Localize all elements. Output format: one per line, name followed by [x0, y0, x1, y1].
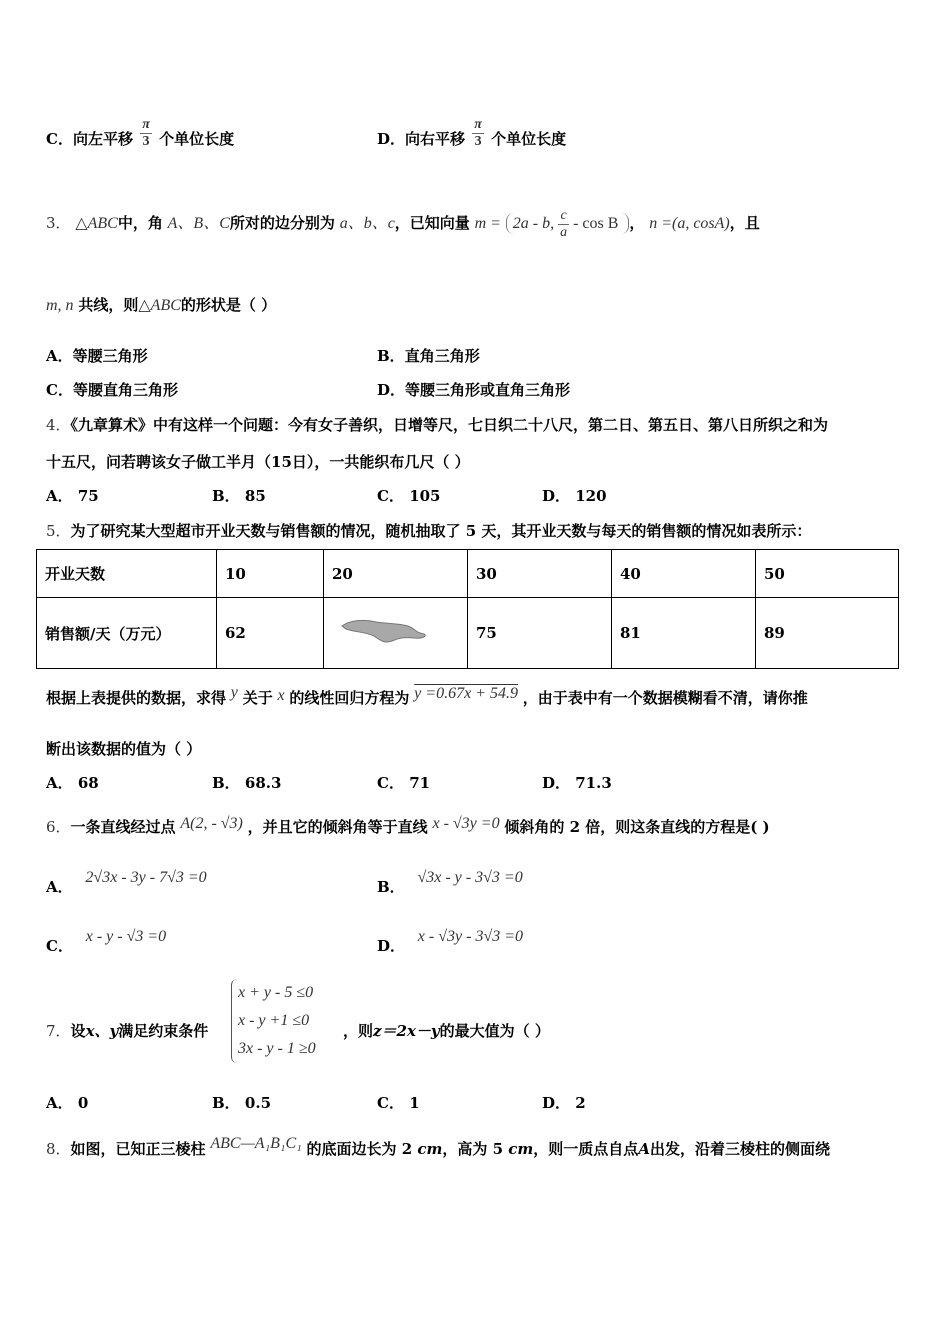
table-cell: 30: [468, 550, 612, 598]
q6-stem: 6．一条直线经过点 A(2, - √3) ，并且它的倾斜角等于直线 x - √3y =0 倾斜角的 2 倍，则这条直线的方程是( ): [46, 815, 770, 836]
q7-option-b: B． 0.5: [212, 1094, 272, 1112]
q3-option-a: A．等腰三角形: [46, 347, 148, 365]
q5-option-c: C． 71: [377, 774, 431, 792]
q3-stem-line2: m, n 共线，则△ABC的形状是（ ）: [46, 296, 277, 314]
q7-stem-prefix: 7．设x、y满足约束条件: [46, 1022, 209, 1040]
q4-option-d: D． 120: [542, 487, 607, 505]
table-row-days: [37, 550, 899, 598]
q2-option-c: C．向左平移 $\frac{\pi}{3}$ 个单位长度: [46, 116, 235, 149]
q5-option-d: D． 71.3: [542, 774, 612, 792]
table-cell: 89: [756, 598, 899, 669]
q4-stem-line2: 十五尺，问若聘该女子做工半月（15日），一共能织布几尺（ ）: [46, 453, 470, 471]
blurred-smudge-icon: [332, 614, 432, 648]
q6-option-d: D． x - √3y - 3√3 =0: [377, 928, 524, 955]
q7-option-d: D． 2: [542, 1094, 586, 1112]
q7-option-a: A． 0: [46, 1094, 89, 1112]
q5-option-a: A． 68: [46, 774, 99, 792]
q3-option-b: B．直角三角形: [377, 347, 480, 365]
q2-option-d: D．向右平移 $\frac{\pi}{3}$ 个单位长度: [377, 116, 567, 149]
table-cell: 10: [217, 550, 324, 598]
pi-numerator: π: [142, 116, 150, 132]
table-cell: 75: [468, 598, 612, 669]
table-cell-blurred: [324, 598, 468, 669]
q5-stem-line2: 根据上表提供的数据，求得 y 关于 x 的线性回归方程为 y =0.67x + 54.9 ，由于表中有一个数据模糊看不清，请你推: [46, 684, 808, 707]
table-cell: 62: [217, 598, 324, 669]
q4-option-c: C． 105: [377, 487, 441, 505]
q6-option-b: B． √3x - y - 3√3 =0: [377, 869, 523, 896]
q8-stem: 8．如图，已知正三棱柱 ABC—A₁B₁C₁ 的底面边长为 2 cm，高为 5 cm，则一质点自点A出发，沿着三棱柱的侧面绕: [46, 1135, 830, 1158]
q4-option-a: A． 75: [46, 487, 99, 505]
q6-option-a: A． 2√3x - 3y - 7√3 =0: [46, 869, 207, 896]
table-row-sales: [37, 598, 899, 669]
q6-option-c: C． x - y - √3 =0: [46, 928, 167, 955]
q5-data-table: [36, 549, 899, 669]
q4-stem-line1: 4．《九章算术》中有这样一个问题：今有女子善织，日增等尺，七日织二十八尺，第二日、第五日、第八日所织之和为: [46, 416, 829, 434]
table-cell: 81: [612, 598, 756, 669]
q7-option-c: C． 1: [377, 1094, 420, 1112]
q3-option-c: C．等腰直角三角形: [46, 381, 178, 399]
q5-option-b: B． 68.3: [212, 774, 282, 792]
table-cell: 开业天数: [37, 550, 217, 598]
q5-stem-line3: 断出该数据的值为（ ）: [46, 740, 202, 758]
table-cell: 40: [612, 550, 756, 598]
table-cell: 销售额/天（万元）: [37, 598, 217, 669]
q3-stem-line1: 3． △ABC中，角 A、B、C所对的边分别为 a、b、c，已知向量 m = 2a - b, $\frac{c}{a}$ - cos B ， n =(a, cosA)，且: [46, 208, 760, 240]
q5-stem-line1: 5．为了研究某大型超市开业天数与销售额的情况，随机抽取了 5 天，其开业天数与每天的销售额的情况如表所示：: [46, 522, 812, 540]
q3-option-d: D．等腰三角形或直角三角形: [377, 381, 571, 399]
table-cell: 20: [324, 550, 468, 598]
table-cell: 50: [756, 550, 899, 598]
q7-constraint-system: x + y - 5 ≤0 x - y +1 ≤0 3x - y - 1 ≥0: [231, 979, 316, 1063]
q4-option-b: B． 85: [212, 487, 266, 505]
q7-stem-suffix: ，则z＝2x－y的最大值为（ ）: [343, 1022, 550, 1040]
